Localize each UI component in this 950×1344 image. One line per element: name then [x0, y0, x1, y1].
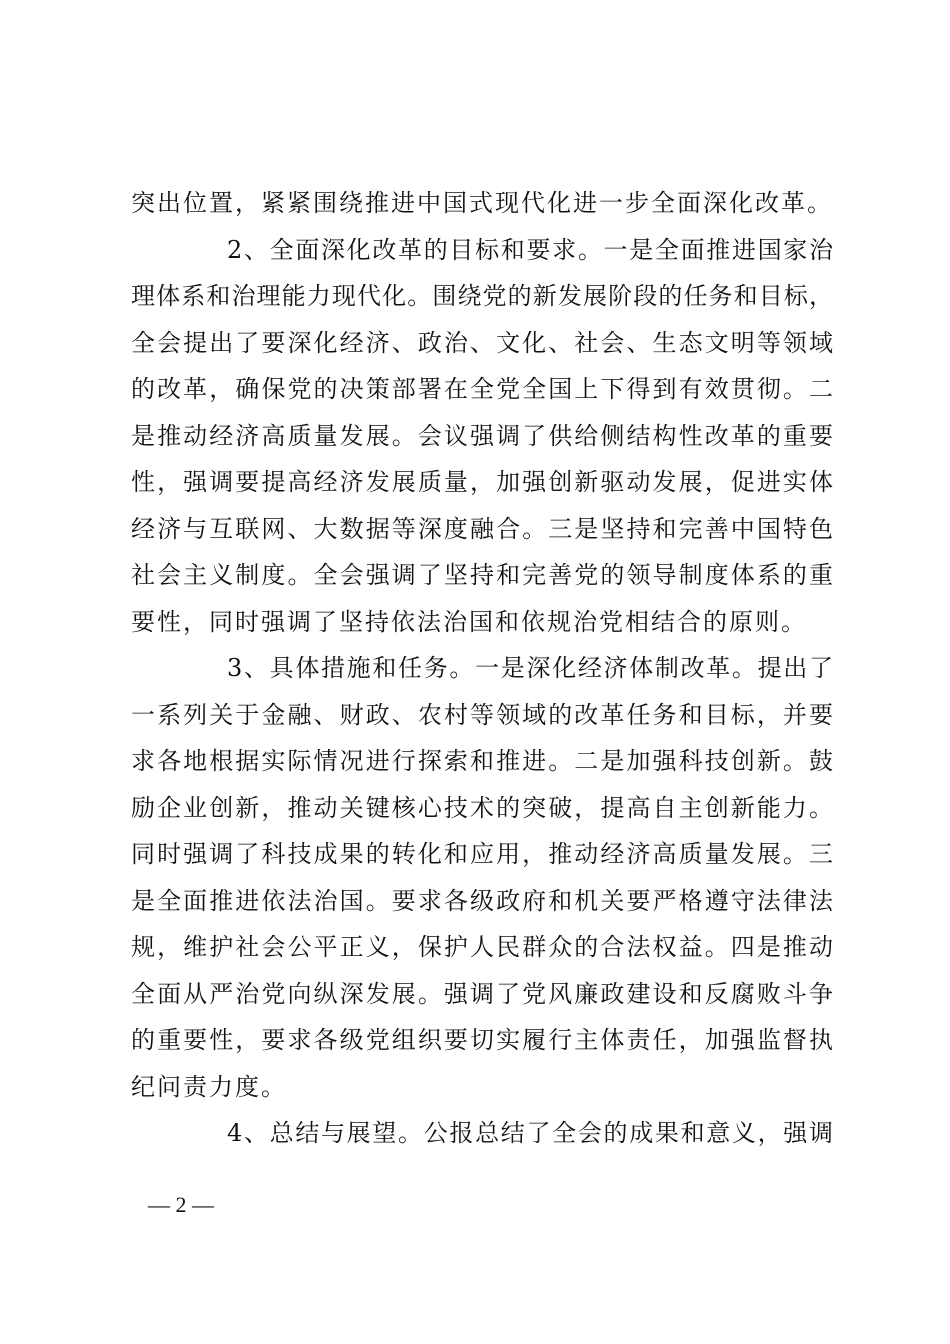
text-line: 纪问责力度。 — [131, 1072, 287, 1101]
text-line: 的重要性，要求各级党组织要切实履行主体责任，加强监督执 — [131, 1026, 833, 1054]
text-line: 全面从严治党向纵深发展。强调了党风廉政建设和反腐败斗争 — [131, 979, 833, 1008]
text-line: 经济与互联网、大数据等深度融合。三是坚持和完善中国特色 — [131, 514, 833, 543]
text-line: 要性，同时强调了坚持依法治国和依规治党相结合的原则。 — [131, 607, 807, 636]
text-line: 同时强调了科技成果的转化和应用，推动经济高质量发展。三 — [131, 840, 833, 868]
text-line: 社会主义制度。全会强调了坚持和完善党的领导制度体系的重 — [131, 561, 833, 589]
text-line: 规，维护社会公平正义，保护人民群众的合法权益。四是推动 — [131, 933, 833, 961]
text-line: 理体系和治理能力现代化。围绕党的新发展阶段的任务和目标， — [131, 282, 833, 310]
text-line: 突出位置，紧紧围绕推进中国式现代化进一步全面深化改革。 — [131, 189, 833, 217]
text-line: 励企业创新，推动关键核心技术的突破，提高自主创新能力。 — [131, 793, 833, 822]
text-line: 一系列关于金融、财政、农村等领域的改革任务和目标，并要 — [131, 700, 833, 729]
body-text — [131, 180, 833, 1157]
text-line: 全会提出了要深化经济、政治、文化、社会、生态文明等领域 — [131, 328, 833, 357]
text-line: 2、全面深化改革的目标和要求。一是全面推进国家治 — [227, 235, 833, 264]
text-line: 3、具体措施和任务。一是深化经济体制改革。提出了 — [227, 654, 833, 682]
page-number: — 2 — — [148, 1192, 214, 1217]
text-line: 求各地根据实际情况进行探索和推进。二是加强科技创新。鼓 — [131, 747, 833, 775]
text-line: 是全面推进依法治国。要求各级政府和机关要严格遵守法律法 — [131, 886, 833, 915]
text-line: 是推动经济高质量发展。会议强调了供给侧结构性改革的重要 — [131, 421, 833, 450]
text-line: 性，强调要提高经济发展质量，加强创新驱动发展，促进实体 — [131, 468, 833, 496]
text-line: 的改革，确保党的决策部署在全党全国上下得到有效贯彻。二 — [131, 375, 833, 403]
text-line: 4、总结与展望。公报总结了全会的成果和意义，强调 — [227, 1119, 833, 1147]
